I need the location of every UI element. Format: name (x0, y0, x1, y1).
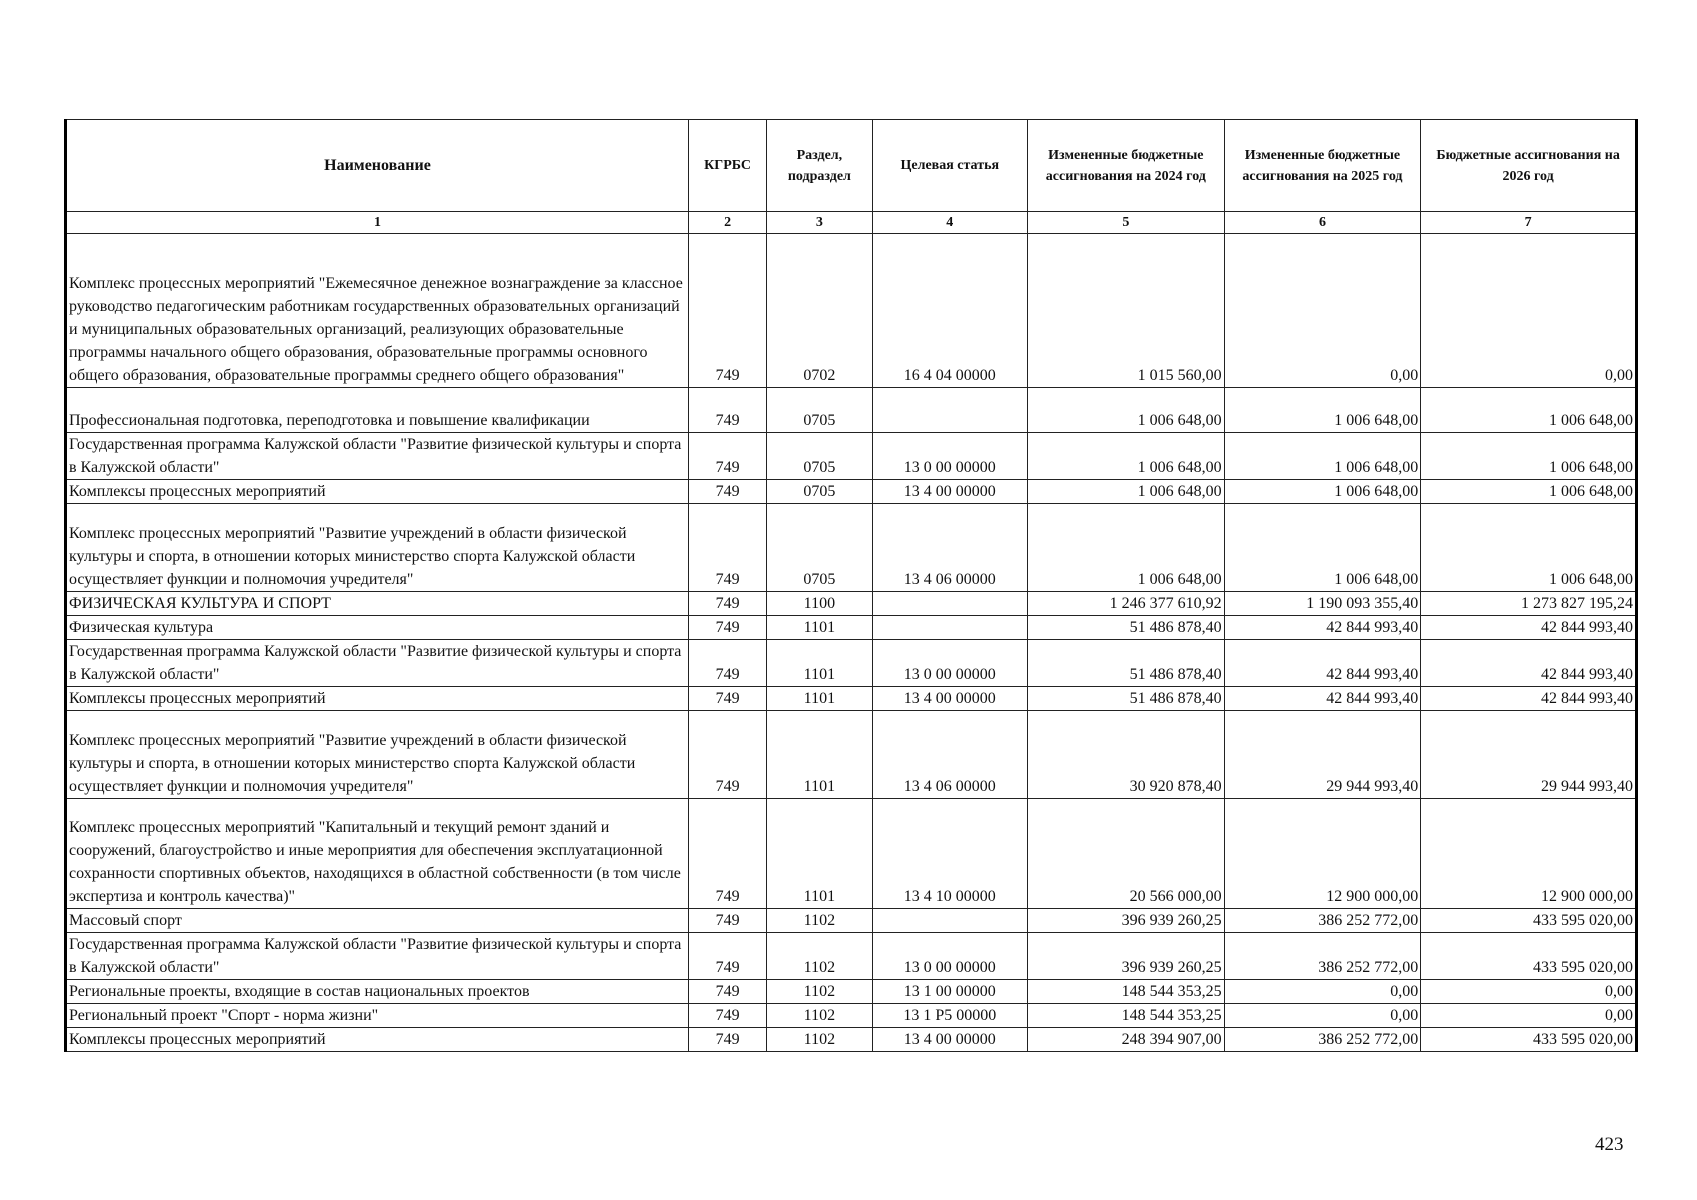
cell-name: Комплекс процессных мероприятий "Ежемесячное денежное вознаграждение за классное руководство педагогическим работникам государственных образовательных организаций и муниципальных образовательных организаций, реализующих образовательные программы начального общего образования, образовательные программы основного общего образования, образовательные программы среднего общего образования" (66, 234, 689, 388)
cell-2025: 12 900 000,00 (1224, 799, 1421, 909)
cell-2025: 386 252 772,00 (1224, 933, 1421, 980)
cell-section: 1102 (767, 1004, 872, 1028)
table-row (66, 1028, 1637, 1052)
cell-section: 1102 (767, 933, 872, 980)
cell-section: 0705 (767, 433, 872, 480)
cell-name: Комплексы процессных мероприятий (66, 1028, 689, 1052)
cell-target: 13 1 00 00000 (872, 980, 1027, 1004)
table-row (66, 711, 1637, 799)
cell-target: 13 4 00 00000 (872, 480, 1027, 504)
cell-2025: 42 844 993,40 (1224, 687, 1421, 711)
header-name: Наименование (66, 120, 689, 212)
table-row (66, 388, 1637, 433)
cell-2024: 51 486 878,40 (1028, 687, 1225, 711)
table-row (66, 504, 1637, 592)
cell-kgrbs: 749 (688, 433, 766, 480)
cell-2025: 0,00 (1224, 1004, 1421, 1028)
cell-kgrbs: 749 (688, 909, 766, 933)
cell-2024: 1 015 560,00 (1028, 234, 1225, 388)
cell-target: 13 4 06 00000 (872, 504, 1027, 592)
cell-target (872, 388, 1027, 433)
cell-2025: 386 252 772,00 (1224, 1028, 1421, 1052)
column-number: 6 (1224, 212, 1421, 234)
cell-2025: 1 006 648,00 (1224, 433, 1421, 480)
table-row (66, 592, 1637, 616)
cell-2025: 0,00 (1224, 234, 1421, 388)
cell-name: Комплекс процессных мероприятий "Развитие учреждений в области физической культуры и спорта, в отношении которых министерство спорта Калужской области осуществляет функции и полномочия учредителя" (66, 504, 689, 592)
cell-name: ФИЗИЧЕСКАЯ КУЛЬТУРА И СПОРТ (66, 592, 689, 616)
table-header (66, 120, 1637, 234)
column-number: 1 (66, 212, 689, 234)
header-2026: Бюджетные ассигнования на 2026 год (1421, 120, 1637, 212)
cell-2024: 20 566 000,00 (1028, 799, 1225, 909)
header-row (66, 120, 1637, 212)
table-row (66, 480, 1637, 504)
column-number-row (66, 212, 1637, 234)
cell-kgrbs: 749 (688, 388, 766, 433)
cell-kgrbs: 749 (688, 799, 766, 909)
cell-2026: 0,00 (1421, 1004, 1637, 1028)
cell-section: 0705 (767, 388, 872, 433)
cell-2024: 1 246 377 610,92 (1028, 592, 1225, 616)
cell-name: Массовый спорт (66, 909, 689, 933)
table-row (66, 616, 1637, 640)
cell-target: 13 4 10 00000 (872, 799, 1027, 909)
cell-2024: 148 544 353,25 (1028, 980, 1225, 1004)
cell-2026: 1 273 827 195,24 (1421, 592, 1637, 616)
cell-kgrbs: 749 (688, 234, 766, 388)
cell-name: Региональные проекты, входящие в состав национальных проектов (66, 980, 689, 1004)
cell-2025: 1 190 093 355,40 (1224, 592, 1421, 616)
cell-kgrbs: 749 (688, 687, 766, 711)
table-row (66, 909, 1637, 933)
cell-section: 1101 (767, 616, 872, 640)
cell-target: 13 0 00 00000 (872, 933, 1027, 980)
cell-kgrbs: 749 (688, 504, 766, 592)
cell-name: Комплекс процессных мероприятий "Развитие учреждений в области физической культуры и спорта, в отношении которых министерство спорта Калужской области осуществляет функции и полномочия учредителя" (66, 711, 689, 799)
cell-2026: 29 944 993,40 (1421, 711, 1637, 799)
cell-2026: 42 844 993,40 (1421, 640, 1637, 687)
cell-2026: 1 006 648,00 (1421, 480, 1637, 504)
cell-target: 13 4 00 00000 (872, 687, 1027, 711)
header-kgrbs: КГРБС (688, 120, 766, 212)
cell-2025: 1 006 648,00 (1224, 480, 1421, 504)
column-number: 5 (1028, 212, 1225, 234)
cell-2024: 1 006 648,00 (1028, 480, 1225, 504)
cell-target (872, 592, 1027, 616)
cell-2026: 433 595 020,00 (1421, 1028, 1637, 1052)
table-row (66, 640, 1637, 687)
cell-2024: 248 394 907,00 (1028, 1028, 1225, 1052)
cell-2024: 148 544 353,25 (1028, 1004, 1225, 1028)
cell-2026: 0,00 (1421, 980, 1637, 1004)
cell-target: 13 0 00 00000 (872, 640, 1027, 687)
cell-2026: 433 595 020,00 (1421, 933, 1637, 980)
cell-2025: 386 252 772,00 (1224, 909, 1421, 933)
cell-target (872, 909, 1027, 933)
cell-section: 0705 (767, 504, 872, 592)
cell-name: Профессиональная подготовка, переподготовка и повышение квалификации (66, 388, 689, 433)
cell-section: 0705 (767, 480, 872, 504)
cell-2025: 29 944 993,40 (1224, 711, 1421, 799)
cell-target: 13 4 00 00000 (872, 1028, 1027, 1052)
cell-2026: 1 006 648,00 (1421, 388, 1637, 433)
cell-2026: 1 006 648,00 (1421, 433, 1637, 480)
cell-2025: 1 006 648,00 (1224, 388, 1421, 433)
cell-2024: 51 486 878,40 (1028, 616, 1225, 640)
cell-2024: 396 939 260,25 (1028, 909, 1225, 933)
cell-section: 1101 (767, 640, 872, 687)
cell-2024: 1 006 648,00 (1028, 504, 1225, 592)
cell-section: 1101 (767, 711, 872, 799)
cell-kgrbs: 749 (688, 711, 766, 799)
page-number: 423 (1595, 1134, 1624, 1155)
cell-kgrbs: 749 (688, 640, 766, 687)
cell-2026: 42 844 993,40 (1421, 616, 1637, 640)
table-row (66, 234, 1637, 388)
column-number: 3 (767, 212, 872, 234)
cell-2024: 1 006 648,00 (1028, 388, 1225, 433)
cell-name: Государственная программа Калужской области "Развитие физической культуры и спорта в Калужской области" (66, 640, 689, 687)
cell-section: 1101 (767, 799, 872, 909)
cell-target: 13 0 00 00000 (872, 433, 1027, 480)
cell-kgrbs: 749 (688, 616, 766, 640)
cell-section: 1102 (767, 1028, 872, 1052)
cell-2024: 396 939 260,25 (1028, 933, 1225, 980)
cell-kgrbs: 749 (688, 1004, 766, 1028)
cell-name: Комплекс процессных мероприятий "Капитальный и текущий ремонт зданий и сооружений, благоустройство и иные мероприятия для обеспечения эксплуатационной сохранности спортивных объектов, находящихся в областной собственности (в том числе экспертиза и контроль качества)" (66, 799, 689, 909)
cell-section: 1101 (767, 687, 872, 711)
table-row (66, 799, 1637, 909)
cell-2024: 30 920 878,40 (1028, 711, 1225, 799)
cell-2026: 42 844 993,40 (1421, 687, 1637, 711)
cell-2025: 42 844 993,40 (1224, 616, 1421, 640)
header-target: Целевая статья (872, 120, 1027, 212)
cell-2025: 42 844 993,40 (1224, 640, 1421, 687)
cell-name: Государственная программа Калужской области "Развитие физической культуры и спорта в Калужской области" (66, 933, 689, 980)
cell-2026: 12 900 000,00 (1421, 799, 1637, 909)
table-body (66, 234, 1637, 1052)
cell-section: 0702 (767, 234, 872, 388)
cell-name: Комплексы процессных мероприятий (66, 687, 689, 711)
cell-2026: 1 006 648,00 (1421, 504, 1637, 592)
cell-2026: 433 595 020,00 (1421, 909, 1637, 933)
table-row (66, 433, 1637, 480)
table-row (66, 980, 1637, 1004)
cell-section: 1100 (767, 592, 872, 616)
cell-target (872, 616, 1027, 640)
cell-target: 13 4 06 00000 (872, 711, 1027, 799)
header-2024: Измененные бюджетные ассигнования на 2024 год (1028, 120, 1225, 212)
header-2025: Измененные бюджетные ассигнования на 2025 год (1224, 120, 1421, 212)
budget-table (64, 119, 1638, 1052)
table-row (66, 1004, 1637, 1028)
cell-name: Физическая культура (66, 616, 689, 640)
table-row (66, 687, 1637, 711)
cell-2025: 1 006 648,00 (1224, 504, 1421, 592)
cell-name: Комплексы процессных мероприятий (66, 480, 689, 504)
cell-kgrbs: 749 (688, 480, 766, 504)
header-section: Раздел, подраздел (767, 120, 872, 212)
cell-target: 13 1 P5 00000 (872, 1004, 1027, 1028)
cell-2024: 51 486 878,40 (1028, 640, 1225, 687)
cell-kgrbs: 749 (688, 1028, 766, 1052)
cell-name: Государственная программа Калужской области "Развитие физической культуры и спорта в Калужской области" (66, 433, 689, 480)
column-number: 7 (1421, 212, 1637, 234)
cell-2024: 1 006 648,00 (1028, 433, 1225, 480)
cell-section: 1102 (767, 980, 872, 1004)
cell-target: 16 4 04 00000 (872, 234, 1027, 388)
cell-section: 1102 (767, 909, 872, 933)
column-number: 2 (688, 212, 766, 234)
cell-2025: 0,00 (1224, 980, 1421, 1004)
cell-name: Региональный проект "Спорт - норма жизни" (66, 1004, 689, 1028)
table-row (66, 933, 1637, 980)
cell-kgrbs: 749 (688, 592, 766, 616)
cell-kgrbs: 749 (688, 933, 766, 980)
cell-kgrbs: 749 (688, 980, 766, 1004)
cell-2026: 0,00 (1421, 234, 1637, 388)
column-number: 4 (872, 212, 1027, 234)
